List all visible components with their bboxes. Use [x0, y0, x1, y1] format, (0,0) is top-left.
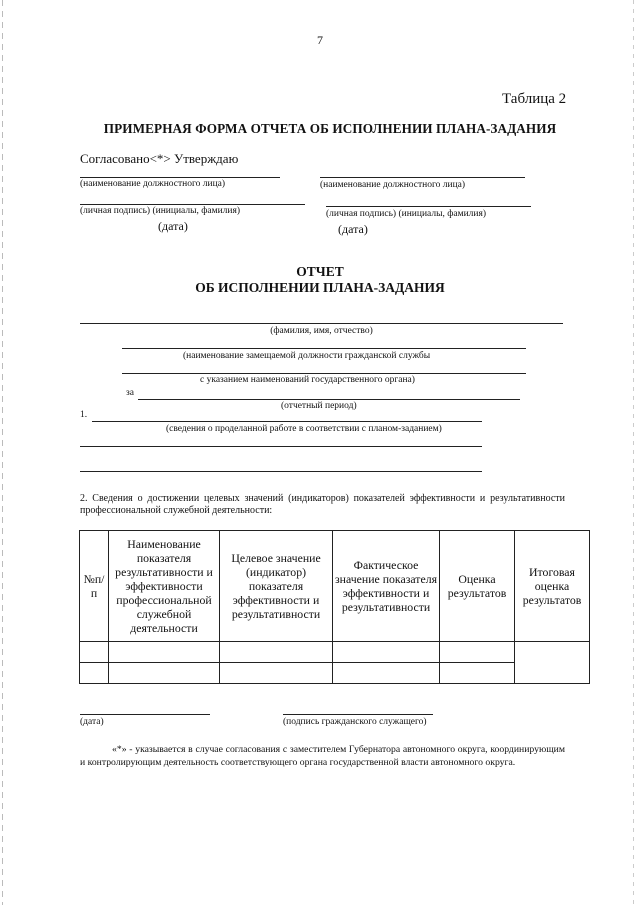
agency-caption: с указанием наименований государственного органа) — [200, 375, 415, 385]
table-cell — [220, 663, 333, 684]
report-title-line2: ОБ ИСПОЛНЕНИИ ПЛАНА-ЗАДАНИЯ — [195, 280, 445, 295]
scan-edge-right — [633, 0, 634, 905]
work-line-1 — [92, 421, 482, 422]
period-caption: (отчетный период) — [281, 401, 357, 411]
work-caption: (сведения о проделанной работе в соответствии с планом-заданием) — [166, 424, 442, 434]
header-assessment: Оценка результатов — [440, 531, 515, 642]
right-signature-line — [326, 206, 531, 207]
report-title-line1: ОТЧЕТ — [296, 264, 344, 279]
table-cell — [333, 642, 440, 663]
results-table — [79, 530, 590, 684]
section2-text: 2. Сведения о достижении целевых значений (индикаторов) показателей эффективности и результативности профессиональной служебной деятельности: — [80, 493, 565, 516]
table-cell — [80, 663, 109, 684]
date-line — [80, 714, 210, 715]
left-signature-caption: (личная подпись) (инициалы, фамилия) — [80, 206, 241, 216]
name-caption: (фамилия, имя, отчество) — [270, 326, 373, 336]
form-title: ПРИМЕРНАЯ ФОРМА ОТЧЕТА ОБ ИСПОЛНЕНИИ ПЛАНА-ЗАДАНИЯ — [103, 121, 557, 136]
left-position-line — [80, 177, 280, 178]
signature-line — [283, 714, 433, 715]
footer-signature-caption: (подпись гражданского служащего) — [283, 717, 427, 727]
page-number: 7 — [317, 33, 323, 47]
header-indicator-name: Наименование показателя результативности и эффективности профессиональной служебной деятельности — [109, 531, 220, 642]
period-prefix: за — [126, 388, 134, 398]
header-final-assessment: Итоговая оценка результатов — [515, 531, 590, 642]
right-date-caption: (дата) — [338, 222, 368, 236]
table-row — [80, 663, 590, 684]
right-signature-caption: (личная подпись) (инициалы, фамилия) — [326, 209, 487, 219]
position-caption: (наименование замещаемой должности гражданской службы — [183, 351, 431, 361]
header-number: №п/п — [80, 531, 109, 642]
final-assessment-cell — [515, 642, 590, 684]
left-position-caption: (наименование должностного лица) — [80, 179, 226, 189]
agency-line — [122, 373, 526, 374]
header-actual-value: Фактическое значение показателя эффективности и результативности — [333, 531, 440, 642]
table-label: Таблица 2 — [502, 91, 567, 107]
table-row — [80, 642, 590, 663]
table-cell — [220, 642, 333, 663]
table-cell — [440, 642, 515, 663]
left-date-caption: (дата) — [158, 219, 188, 233]
right-position-caption: (наименование должностного лица) — [320, 180, 466, 190]
footer-date-caption: (дата) — [80, 717, 104, 727]
work-line-3 — [80, 471, 482, 472]
agreed-label: Согласовано<*> — [80, 151, 171, 166]
table-cell — [109, 642, 220, 663]
item1-number: 1. — [80, 410, 88, 420]
table-cell — [80, 642, 109, 663]
period-line — [138, 399, 520, 400]
approval-heading — [80, 151, 238, 167]
right-position-line — [320, 177, 525, 178]
left-signature-line — [80, 204, 305, 205]
table-cell — [109, 663, 220, 684]
table-header-row — [80, 531, 590, 642]
name-line — [80, 323, 563, 324]
footnote: «*» - указывается в случае согласования с заместителем Губернатора автономного округа, координирующим и контролирующим деятельность соответствующего органа государственной власти автономного округа. — [80, 744, 565, 768]
work-line-2 — [80, 446, 482, 447]
scan-edge-left — [2, 0, 3, 905]
table-cell — [333, 663, 440, 684]
header-target-value: Целевое значение (индикатор) показателя эффективности и результативности — [220, 531, 333, 642]
position-line — [122, 348, 526, 349]
approved-label: Утверждаю — [173, 151, 239, 166]
table-cell — [440, 663, 515, 684]
